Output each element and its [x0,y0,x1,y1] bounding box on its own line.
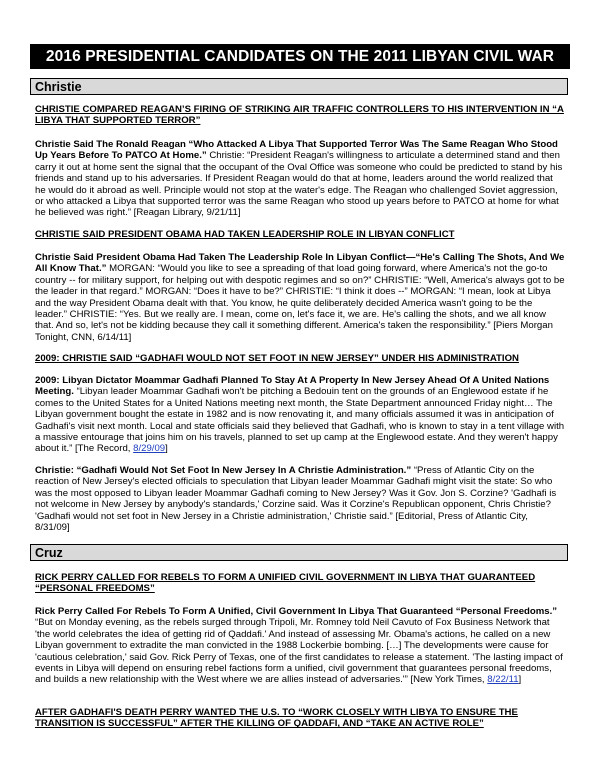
christie-paragraph-reagan [35,139,565,219]
heading-text: AFTER GADHAFI'S DEATH PERRY WANTED THE U.S. TO “WORK CLOSELY WITH LIBYA TO ENSURE THE TRANSITION IS SUCCESSFUL” AFTER THE KILLING OF QADDAFI, AND “TAKE AN ACTIVE ROLE” [35,707,518,730]
cruz-heading-perry-rebels [35,572,565,595]
christie-paragraph-gadhafi-quote [35,465,565,533]
section-header-christie: Christie [30,78,568,95]
paragraph-body: MORGAN: “Would you like to see a spreading of that load going forward, where America's not the go-to country -- for military support, for helping out with despotic regimes and so on?” CHRISTIE: “Well, America's always got to be the leader in that regard.” MORGAN: “Does it have to be?” CHRISTIE: “I think it does --” MORGAN: “I mean, look at Libya and the way President Obama dealt with that. You know, he quite deliberately decided America wasn't going to be the leader.” CHRISTIE: “Yes. But we really are. I mean, come on, let's face it, we are. He's calling the shots, and we all know that. And so, let's not be kidding because they call it something different. America's taken the responsibility.” [Piers Morgan Tonight, CNN, 6/14/11] [35,263,565,343]
paragraph-lead: Christie Said President Obama Had Taken The Leadership Role In Libyan Conflict—“He's Calling The Shots, And We All Know That.” [35,252,565,275]
christie-paragraph-gadhafi-estate [35,375,565,455]
document-title: 2016 PRESIDENTIAL CANDIDATES ON THE 2011 LIBYAN CIVIL WAR [30,44,570,69]
paragraph-body: “But on Monday evening, as the rebels surged through Tripoli, Mr. Romney told Neil Cavuto of Fox Business Network that 'the world celebrates the idea of getting rid of Qaddafi.' And instead of assessing Mr. Obama's actions, he called on a new Libyan government to extradite the man convicted in the 1988 Lockerbie bombing. […] The developments were cause for 'cautious celebration,' said Gov. Rick Perry of Texas, one of the first candidates to release a statement. 'The lasting impact of events in Libya will depend on ensuring rebel factions form a unified, civil government that guarantees personal freedoms, and builds a new relationship with the West where we are allies instead of adversaries.'” [New York Times, [35,617,563,686]
paragraph-body: “Press of Atlantic City on the reaction of New Jersey's elected officials to speculation that Libyan leader Moammar Gadhafi might visit the state: So who was the most opposed to Libyan leader Moammar Gadhafi coming to New Jersey? Was it Gov. Jon S. Corzine? 'Gadhafi is not welcome in New Jersey by anybody's standards,' Corzine said. Was it Corzine's Republican opponent, Chris Christie? 'Gadhafi would not set foot in New Jersey in a Christie administration,' Christie said.” [Editorial, Press of Atlantic City, 8/31/09] [35,465,557,534]
christie-heading-reagan-patco [35,104,565,127]
cruz-paragraph-perry [35,606,565,686]
christie-heading-obama-leadership [35,229,565,240]
paragraph-lead: Rick Perry Called For Rebels To Form A Unified, Civil Government In Libya That Guaranteed “Personal Freedoms.” [35,606,558,617]
paragraph-lead: 2009: Libyan Dictator Moammar Gadhafi Planned To Stay At A Property In New Jersey Ahead Of A United Nations Meeting. [35,375,550,398]
paragraph-end: ] [165,443,168,455]
source-link-record[interactable]: 8/29/09 [133,443,166,455]
section-header-cruz: Cruz [30,544,568,561]
christie-heading-gadhafi-nj [35,353,565,364]
source-link-nyt[interactable]: 8/22/11 [487,674,519,686]
heading-text: 2009: CHRISTIE SAID “GADHAFI WOULD NOT SET FOOT IN NEW JERSEY” UNDER HIS ADMINISTRATION [35,353,519,364]
heading-text: CHRISTIE COMPARED REAGAN’S FIRING OF STRIKING AIR TRAFFIC CONTROLLERS TO HIS INTERVENTION IN “A LIBYA THAT SUPPORTED TERROR” [35,104,564,127]
paragraph-lead: Christie Said The Ronald Reagan “Who Attacked A Libya That Supported Terror Was The Same Reagan Who Stood Up Years Before To PATCO At Home.” [35,139,558,162]
paragraph-body: “Libyan leader Moammar Gadhafi won't be pitching a Bedouin tent on the grounds of an Englewood estate if he comes to the United States for a United Nations meeting next month, the State Department announced Friday night… The Libyan government bought the estate in 1982 and is now renovating it, and many officials assumed it was in anticipation of Gadhafi's visit next month. Local and state officials said they believed that Gadhafi, who is known to stay in a tent village with a massive entourage that joins him on his travels, planned to set up camp at the Englewood estate. And they weren't happy about it.” [The Record, [35,386,565,455]
heading-text: CHRISTIE SAID PRESIDENT OBAMA HAD TAKEN LEADERSHIP ROLE IN LIBYAN CONFLICT [35,229,455,240]
christie-paragraph-obama [35,252,565,343]
heading-text: RICK PERRY CALLED FOR REBELS TO FORM A UNIFIED CIVIL GOVERNMENT IN LIBYA THAT GUARANTEED “PERSONAL FREEDOMS” [35,572,536,595]
cruz-heading-perry-gadhafi-death [35,707,565,730]
paragraph-lead: Christie: “Gadhafi Would Not Set Foot In New Jersey In A Christie Administration.” [35,465,412,476]
paragraph-body: Christie: “President Reagan's willingness to articulate a determined stand and then carry it out at home sent the signal that the occupant of the Oval Office was someone who could be predicted to stand by his friends and stand up to his adversaries. If President Reagan would do that at home, leaders around the world realized that he would do it abroad as well. Principle would not stop at the water's edge. The Reagan who challenged Soviet aggression, or who attacked a Libya that supported terror was the same Reagan who stood up years before to PATCO at home for what he believed was right.” [Reagan Library, 9/21/11] [35,150,563,219]
paragraph-end: ] [518,674,522,686]
